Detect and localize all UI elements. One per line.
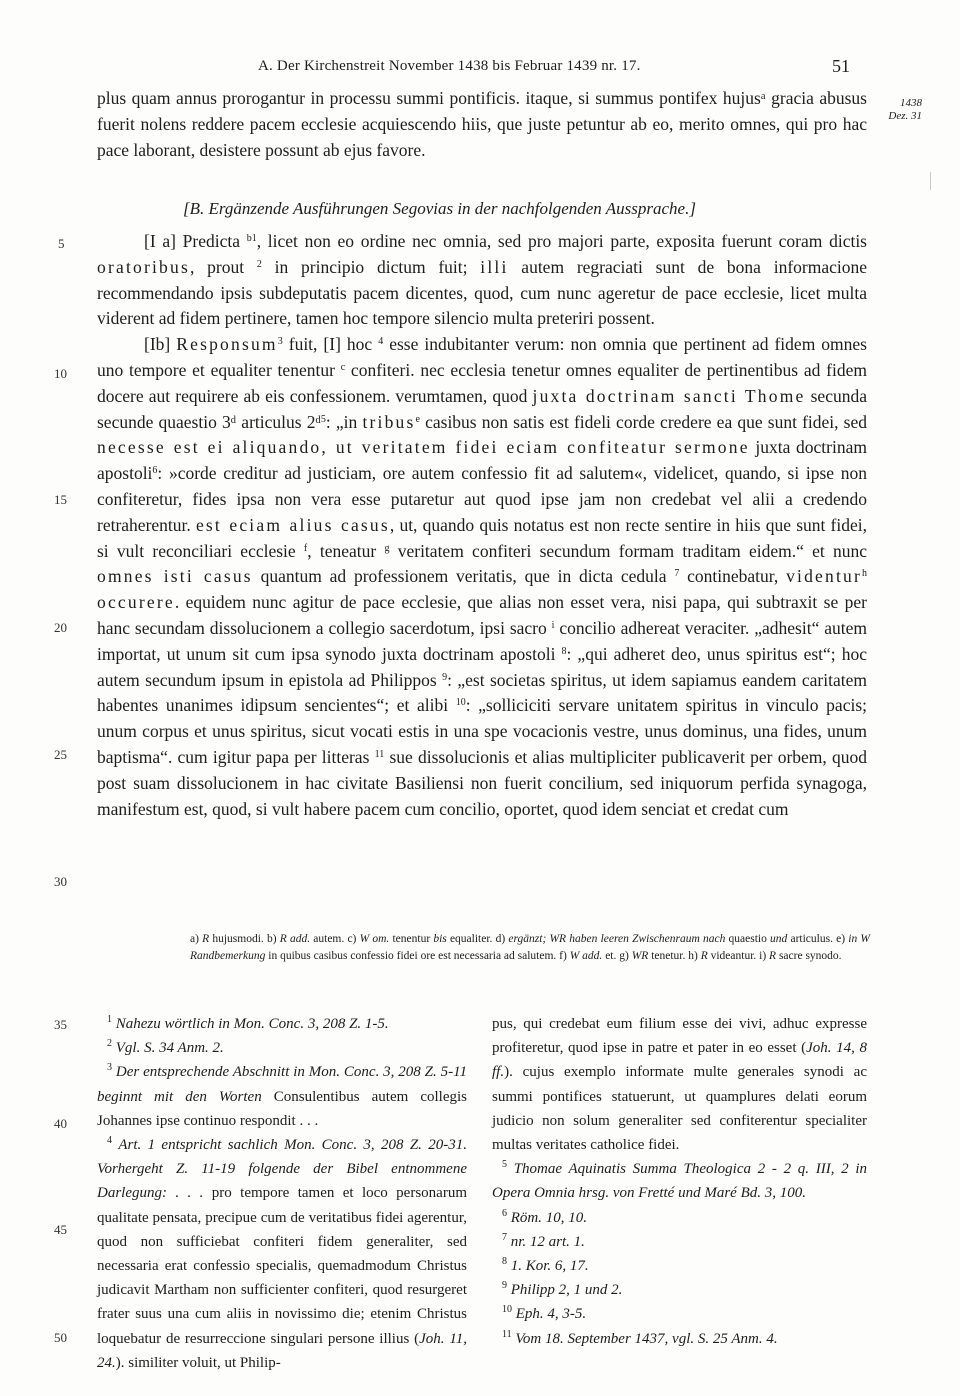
italic-text: Thomae Aquinatis Summa Theologica 2 - 2 q. III, 2 in Opera Omnia hrsg. von Fretté und Maré Bd. 3, 100. <box>492 1161 868 1202</box>
text-run: tenentur <box>389 933 434 945</box>
line-number: 40 <box>54 1116 67 1131</box>
page-number: 51 <box>832 56 850 76</box>
text-run: pus, qui credebat eum filium esse dei vivi, adhuc expresse profiteretur, quod ipse in patre et pater in eo esset ( <box>492 1016 867 1057</box>
footnote-ref: b1 <box>246 233 257 244</box>
text-run: autem regraciati sunt de bona informacione recommendando ipsis subdeputatis pacem dicentes, quod, cum nunc ageretur de pace ecclesie, licet multa viderent ad fidem pertinere, tamen hoc tempore silencio multa preteriri possent. <box>97 256 867 329</box>
spaced-text: necesse est ei aliquando, ut veritatem fidei eciam confiteatur sermone <box>97 437 750 458</box>
text-run: hujusmodi. b) <box>209 933 280 945</box>
footnote-number: 4 <box>107 1135 112 1147</box>
italic-text: WR <box>631 950 649 962</box>
footnote-6 <box>492 1206 867 1230</box>
text-run: casibus non satis est fideli corde credere ea que sunt fidei, sed <box>419 411 867 432</box>
line-number: 45 <box>54 1222 67 1237</box>
text-run: in principio dictum fuit; <box>261 256 481 277</box>
text-run: in quibus casibus confessio fidei ore est necessaria ad salutem. f) <box>265 950 570 962</box>
text-run: continebatur, <box>679 566 787 587</box>
italic-text: Nahezu wörtlich in Mon. Conc. 3, 208 Z. 1-5. <box>115 1016 389 1032</box>
line-number: 20 <box>54 620 67 635</box>
footnote-9 <box>492 1278 867 1302</box>
text-run: juxta doctrinam apostoli <box>97 437 867 484</box>
italic-text: Eph. 4, 3-5. <box>515 1306 587 1323</box>
italic-text: nr. 12 art. 1. <box>510 1233 585 1250</box>
text-run: et. g) <box>602 950 632 962</box>
text-run: autem. c) <box>310 933 360 945</box>
spaced-text: oratoribus <box>97 256 190 277</box>
italic-text: R <box>202 933 210 945</box>
italic-text: R <box>769 950 777 962</box>
footnotes-left-column <box>97 1012 467 1375</box>
section-heading: [B. Ergänzende Ausführungen Segovias in der nachfolgenden Aussprache.] <box>183 199 696 218</box>
line-number: 30 <box>54 874 67 889</box>
text-run: Consulentibus autem collegis Johannes ipse continuo respondit . . . <box>97 1088 467 1129</box>
paragraph-ib <box>97 332 867 822</box>
footnote-11 <box>492 1327 867 1351</box>
italic-text: Joh. 14, 8 ff. <box>492 1040 867 1081</box>
running-header: A. Der Kirchenstreit November 1438 bis Februar 1439 nr. 17. <box>258 58 641 74</box>
line-number: 5 <box>58 236 65 251</box>
apparatus-ref: c <box>340 361 346 373</box>
footnote-number: 1 <box>107 1014 112 1025</box>
italic-text: und <box>770 933 788 945</box>
footnote-ref: 11 <box>374 748 385 760</box>
italic-text: Vgl. S. 34 Anm. 2. <box>115 1040 224 1057</box>
italic-text: 1. Kor. 6, 17. <box>510 1258 589 1275</box>
spaced-text: occurere <box>97 592 175 613</box>
italic-text: Joh. 11, 24. <box>97 1330 468 1371</box>
text-run: , licet non eo ordine nec omnia, sed pro majori parte, exposita fuerunt coram dictis <box>256 231 867 251</box>
text-run: : »corde creditur ad justiciam, ore autem confessio fit ad salutem«, videlicet, quando, si ipse non confiteretur, fides ipsa non vera esse putaretur aut quod ipse jam non credebat vel alii a credendo retraherentur. <box>97 463 867 535</box>
margin-day: Dez. 31 <box>888 110 922 122</box>
spaced-text: tribus <box>362 411 416 432</box>
text-run: quantum ad professionem veritatis, que in dicta cedula <box>252 566 675 587</box>
footnote-4-continued <box>492 1012 867 1157</box>
critical-apparatus <box>190 931 870 965</box>
footnotes-right-column <box>492 1012 867 1351</box>
text-run: sacre synodo. <box>776 950 842 962</box>
spaced-text: juxta doctrinam sancti Thome <box>532 385 806 406</box>
footnote-ref: 3 <box>277 336 283 348</box>
footnote-ref: 7 <box>674 568 680 580</box>
italic-text: W add. <box>569 950 603 962</box>
italic-text: R add. <box>279 933 311 945</box>
text-run: . equidem nunc agitur de pace ecclesie, que alias non esset vera, nisi papa, qui subtraxit se per hanc secundam dissolucionem a collegio sacerdotum, ipsi sacro <box>97 592 867 638</box>
spaced-text: omnes isti casus <box>97 566 253 587</box>
footnote-number: 8 <box>502 1256 507 1268</box>
spaced-text: Responsum <box>176 334 278 355</box>
text-run: : „solliciciti servare unitatem spiritus in vinculo pacis; unum corpus et unus spiritus, sicut vocati estis in una spe vocacionis vestre, unus dominus, una fides, unum baptisma“. cum igitur papa per litteras <box>97 695 867 767</box>
footnote-3 <box>97 1060 467 1133</box>
text-run: : „est societas spiritus, ut idem sapiamus eandem caritatem habentes unanimes idipsum sencientes“; et alibi <box>97 669 867 716</box>
text-run: sue dissolucionis et alias multipliciter publicaverit per orbem, quod post suam dissolucionem in hac civitate Basiliensi non fuerit concilium, sed iniquorum perfida synagoga, manifestum est, quod, si vult habere pacem cum concilio, oportet, quod idem senciat et credat cum <box>97 746 867 819</box>
text-run: ). similiter voluit, ut Philip- <box>115 1354 281 1371</box>
text-run: pro tempore tamen et loco personarum qualitate pensata, precipue cum de veritatibus fidei agerentur, quod non sufficiebat confiteri fidem generaliter, sed necessaria erat confessio specialis, quemadmodum Christus judicavit Martham non sufficienter confiteri, quod resurgeret frater suus una cum aliis in novissimo die; etenim Christus loquebatur de resurreccione singulari persone illius ( <box>97 1185 467 1347</box>
footnote-ref: 6 <box>152 465 158 477</box>
text-run: [I a] Predicta <box>144 231 247 251</box>
text-run: confiteri. nec ecclesia tenetur omnes equaliter de pertinentibus ad fidem docere aut requirere ab eis confessionem. verumtamen, quod <box>97 359 867 406</box>
text-run: a) <box>190 933 203 945</box>
footnote-number: 3 <box>107 1062 112 1074</box>
footnote-1 <box>97 1012 467 1036</box>
italic-text: Philipp 2, 1 und 2. <box>510 1282 623 1299</box>
line-number: 25 <box>54 747 67 762</box>
footnote-ref: 5 <box>320 413 326 425</box>
footnote-number: 10 <box>502 1304 512 1316</box>
apparatus-ref: f <box>303 542 308 554</box>
spaced-text: est eciam alius casus <box>195 514 390 535</box>
italic-text: ergänzt; WR haben leeren Zwischenraum nach <box>508 933 726 945</box>
italic-text: bis <box>433 933 447 945</box>
footnote-10 <box>492 1302 867 1326</box>
text-run: quaestio <box>725 933 771 945</box>
text-run: esse indubitanter verum: non omnia que pertinent ad fidem omnes uno tempore et equaliter tenentur <box>97 334 867 380</box>
text-run: videantur. i) <box>707 950 770 962</box>
footnote-number: 7 <box>502 1231 507 1243</box>
italic-text: Art. 1 entspricht sachlich Mon. Conc. 3, 208 Z. 20-31. Vorhergeht Z. 11-19 folgende der Bibel entnommene Darlegung: . . . <box>97 1137 467 1202</box>
margin-date-note <box>874 97 922 123</box>
text-run: , prout <box>189 256 257 277</box>
italic-text: Vom 18. September 1437, vgl. S. 25 Anm. 4. <box>515 1330 778 1347</box>
footnote-number: 9 <box>502 1280 507 1292</box>
footnote-7 <box>492 1230 867 1254</box>
footnote-4 <box>97 1133 467 1375</box>
footnote-2 <box>97 1036 467 1060</box>
apparatus-ref: e <box>415 413 420 425</box>
text-run: articulus. e) <box>787 933 849 945</box>
main-text-top <box>97 86 867 163</box>
text-run: , ut, quando quis notatus est non recte sentire in hiis que sunt fidei, si vult reconciliari ecclesie <box>97 514 868 561</box>
text-run: [Ib] <box>144 334 177 355</box>
text-run: , teneatur <box>307 540 385 561</box>
line-number: 50 <box>54 1330 67 1345</box>
line-number: 35 <box>54 1017 67 1032</box>
text-run: tenetur. h) <box>648 950 701 962</box>
footnote-number: 11 <box>502 1328 512 1340</box>
italic-text: Der entsprechende Abschnitt in Mon. Conc. 3, 208 Z. 5-11 beginnt mit den Worten <box>97 1064 468 1105</box>
text-run: ). cujus exemplo informate multe generales synodi ac summi pontifices statuerunt, ut quamplures delati eorum judicio non solum generaliter sed confiterentur specialiter multas veritates catholice fidei. <box>492 1064 867 1154</box>
footnote-ref: 2 <box>256 258 262 270</box>
margin-year: 1438 <box>900 97 922 109</box>
text-run: veritatem confiteri secundum formam traditam eidem.“ et nunc <box>389 540 867 561</box>
footnote-number: 2 <box>107 1038 112 1050</box>
footnote-ref: 10 <box>455 697 466 709</box>
apparatus-ref: i <box>551 619 555 631</box>
text-run: fuit, [I] hoc <box>282 334 379 355</box>
footnote-8 <box>492 1254 867 1278</box>
text-run: concilio adhereat veraciter. „adhesit“ autem importat, ut unum sit cum ipsa synodo juxta doctrinam apostoli <box>97 617 868 664</box>
footnote-ref: 8 <box>561 645 567 657</box>
text-run: secunda secunde quaestio 3ᵈ articulus 2ᵈ <box>97 385 867 432</box>
line-number: 15 <box>54 492 67 507</box>
apparatus-ref: g <box>384 542 390 554</box>
text-run: : „in <box>325 411 363 432</box>
footnote-5 <box>492 1157 867 1205</box>
paragraph-ia <box>97 229 867 332</box>
paragraph-intro: plus quam annus prorogantur in processu summi pontificis. itaque, si summus pontifex hujusᵃ gracia abusus fuerit nolens reddere pacem ecclesie acquiescendo hiis, que juste petuntur ab eo, merito omnes, qui pro hac pace laborant, desistere possunt ab ejus favore. <box>97 88 867 160</box>
text-run: : „qui adheret deo, unus spiritus est“; hoc autem secundum ipsum in epistola ad Philippos <box>97 643 867 690</box>
spaced-text: illi <box>480 256 509 277</box>
spaced-text: videntur <box>786 566 863 587</box>
italic-text: W om. <box>359 933 390 945</box>
main-text-body <box>97 229 867 822</box>
italic-text: Röm. 10, 10. <box>510 1209 587 1226</box>
italic-text: in W Randbemerkung <box>190 933 870 962</box>
footnote-ref: 4 <box>378 336 384 348</box>
italic-text: R <box>700 950 708 962</box>
footnote-number: 5 <box>502 1159 507 1171</box>
apparatus-ref: h <box>862 568 868 580</box>
footnote-ref: 9 <box>442 671 448 683</box>
margin-rule <box>930 172 931 190</box>
line-number: 10 <box>54 366 67 381</box>
text-run: equaliter. d) <box>446 933 509 945</box>
footnote-number: 6 <box>502 1207 507 1219</box>
